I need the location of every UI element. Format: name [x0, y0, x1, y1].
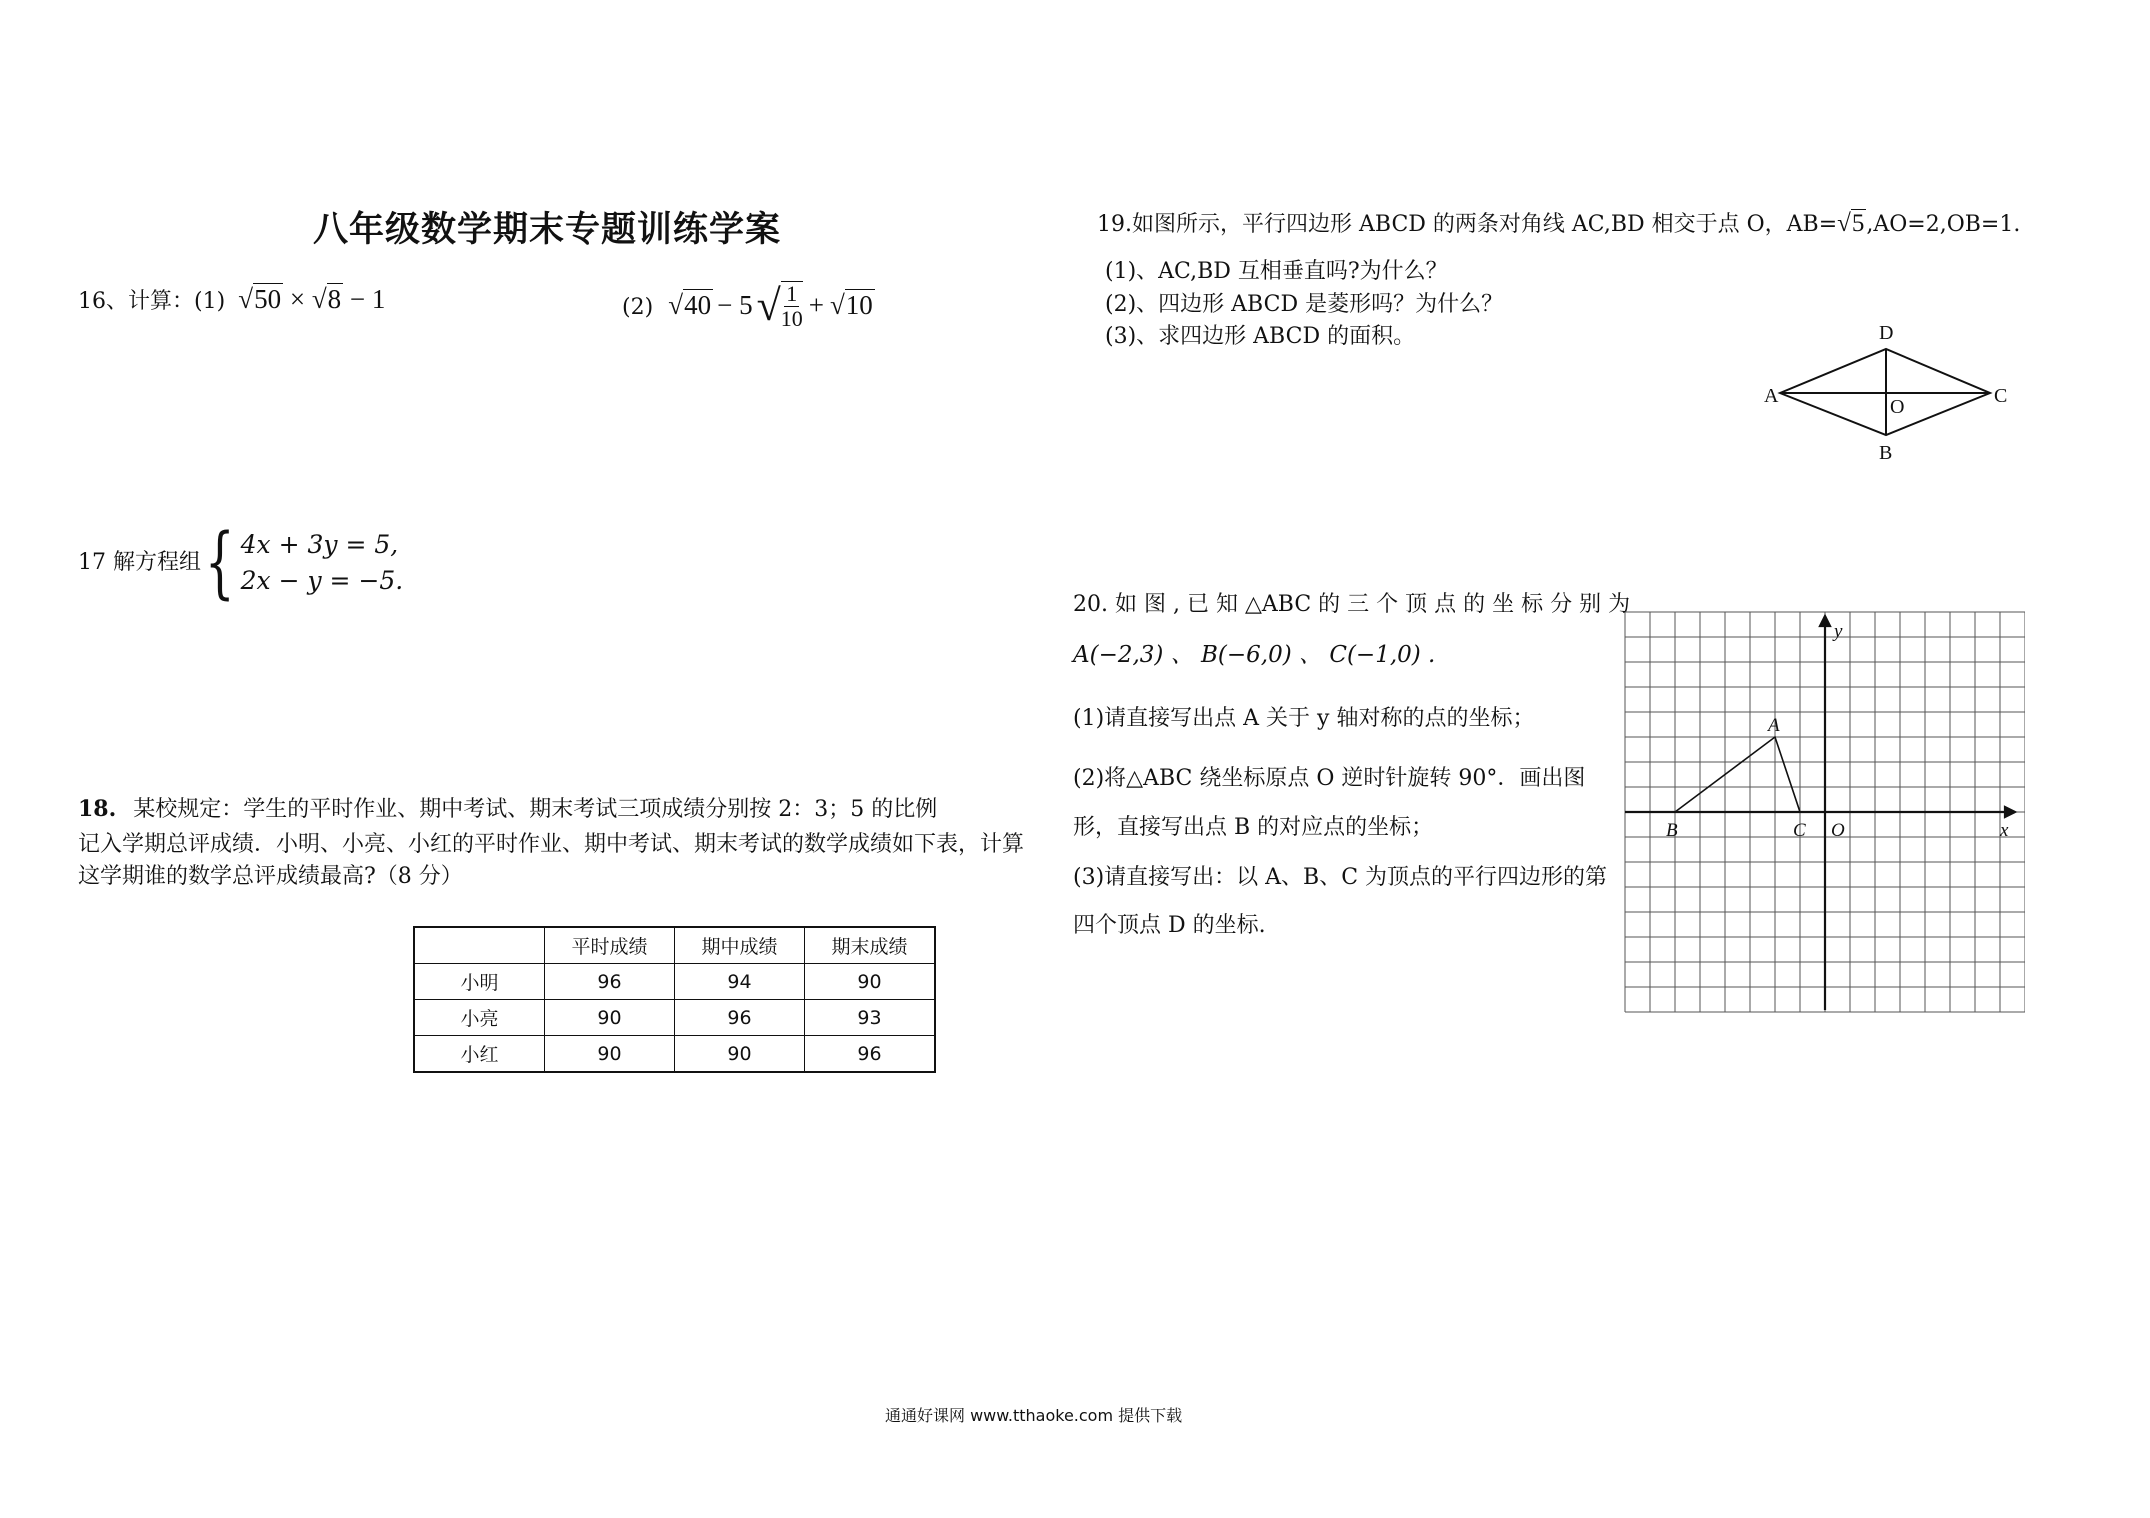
table-cell: 93 — [805, 1000, 936, 1036]
q16-label: 16、计算：(1) — [78, 289, 226, 314]
x-axis-arrow — [2005, 807, 2015, 817]
table-cell: 90 — [545, 1036, 675, 1073]
equation-1: 4x + 3y = 5, — [240, 529, 399, 559]
question-20 — [1073, 594, 1630, 937]
q19-sub3: (3)、求四边形 ABCD 的面积。 — [1105, 324, 1416, 350]
point-label-c: C — [1793, 820, 1806, 841]
equation-2: 2x − y = −5. — [240, 566, 404, 595]
table-header-row — [414, 927, 935, 964]
sqrt-8: √8 — [311, 284, 342, 314]
q18-number: 18. — [78, 796, 117, 822]
table-cell: 小明 — [414, 964, 545, 1000]
q16-part1: √50 × √8 − 1 — [238, 284, 386, 314]
q20-sub1: (1)请直接写出点 A 关于 y 轴对称的点的坐标； — [1073, 706, 1535, 731]
table-row — [414, 1000, 935, 1036]
sqrt-40: √40 — [668, 290, 712, 320]
label-b: B — [1879, 442, 1893, 464]
axis-label-x: x — [2000, 820, 2009, 841]
table-cell: 96 — [805, 1036, 936, 1073]
q20-stem1: 20. 如 图 , 已 知 △ABC 的 三 个 顶 点 的 坐 标 分 别 为 — [1073, 592, 1631, 617]
q17-label: 17 解方程组 — [78, 549, 201, 575]
sqrt-50: √50 — [238, 284, 282, 314]
y-axis-arrow — [1820, 616, 1830, 626]
page-title: 八年级数学期末专题训练学案 — [313, 210, 782, 250]
table-cell: 小红 — [414, 1036, 545, 1073]
label-c: C — [1994, 385, 2008, 407]
table-header-cell — [414, 927, 545, 964]
axis-label-y: y — [1834, 621, 1843, 642]
q19-sub2: (2)、四边形 ABCD 是菱形吗？为什么？ — [1105, 291, 1504, 317]
origin-label: O — [1831, 820, 1845, 841]
label-d: D — [1879, 322, 1894, 344]
q16-p2-coef: − 5 — [717, 290, 753, 320]
label-a: A — [1764, 385, 1779, 407]
q16-p1-tail: − 1 — [349, 284, 386, 314]
table-cell: 94 — [675, 964, 805, 1000]
coordinate-grid — [1615, 610, 2025, 1022]
point-label-b: B — [1666, 820, 1678, 841]
q19-stem-a: 19.如图所示，平行四边形 ABCD 的两条对角线 AC,BD 相交于点 O，AB= — [1097, 212, 1838, 237]
q18-line2: 记入学期总评成绩．小明、小亮、小红的平时作业、期中考试、期末考试的数学成绩如下表，计算 — [78, 831, 1025, 857]
question-19-subs — [1105, 256, 1503, 354]
q18-line1: 某校规定：学生的平时作业、期中考试、期末考试三项成绩分别按 2：3；5 的比例 — [133, 797, 938, 822]
sqrt-5: √5 — [1837, 210, 1865, 237]
question-17 — [78, 518, 404, 608]
footer-text: 通通好课网 www.tthaoke.com 提供下载 — [885, 1406, 1183, 1425]
big-root-sign: √ — [756, 281, 781, 330]
table-cell: 90 — [545, 1000, 675, 1036]
label-o: O — [1890, 396, 1905, 418]
table-header-cell: 平时成绩 — [545, 927, 675, 964]
score-table — [413, 926, 936, 1073]
table-cell: 90 — [675, 1036, 805, 1073]
q19-stem-b: ,AO=2,OB=1. — [1866, 212, 2021, 237]
point-label-a: A — [1768, 715, 1780, 736]
table-cell: 90 — [805, 964, 936, 1000]
table-header-cell: 期中成绩 — [675, 927, 805, 964]
question-19-stem — [1097, 208, 2020, 241]
fraction-1-over-10: $\frac{1}{10}$ — [780, 281, 803, 331]
system-brace: { — [204, 518, 235, 608]
question-16 — [78, 284, 385, 317]
table-row — [414, 964, 935, 1000]
table-header-cell: 期末成绩 — [805, 927, 936, 964]
question-18 — [78, 795, 1024, 892]
table-cell: 小亮 — [414, 1000, 545, 1036]
table-row — [414, 1036, 935, 1073]
q16-p2-plus: + — [808, 290, 824, 320]
q18-line3: 这学期谁的数学总评成绩最高?（8 分） — [78, 864, 463, 890]
rhombus-figure — [1760, 315, 2010, 465]
q19-sub1: (1)、AC,BD 互相垂直吗?为什么？ — [1105, 259, 1448, 284]
table-cell: 96 — [545, 964, 675, 1000]
q20-sub3b: 四个顶点 D 的坐标. — [1073, 913, 1266, 938]
table-cell: 96 — [675, 1000, 805, 1036]
triangle-abc — [1675, 737, 1800, 812]
sqrt-10: √10 — [829, 290, 873, 320]
q16-p2-label: (2) — [622, 295, 654, 320]
q20-stem2: A(−2,3) 、 B(−6,0) 、 C(−1,0) . — [1073, 642, 1436, 668]
q20-sub2b: 形，直接写出点 B 的对应点的坐标； — [1073, 815, 1434, 840]
q20-sub2a: (2)将△ABC 绕坐标原点 O 逆时针旋转 90°．画出图 — [1073, 766, 1586, 791]
question-16-part2 — [622, 280, 875, 331]
q20-sub3a: (3)请直接写出：以 A、B、C 为顶点的平行四边形的第 — [1073, 865, 1608, 890]
